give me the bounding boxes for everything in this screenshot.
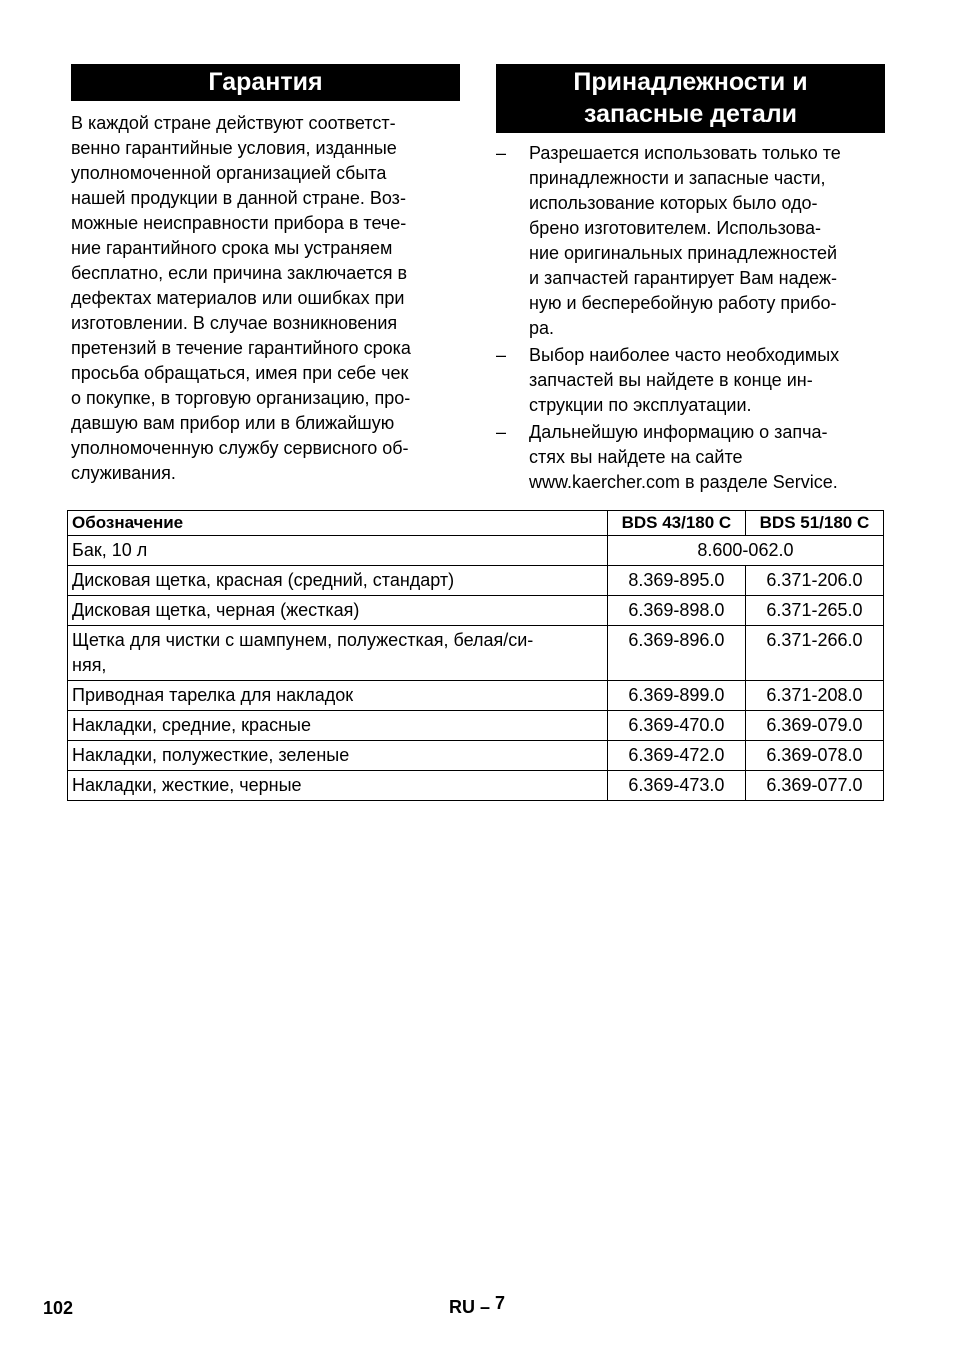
part-number: 6.369-473.0 <box>607 771 745 801</box>
dash-marker: – <box>496 345 507 365</box>
page-number: 102 <box>43 1298 74 1318</box>
accessories-section <box>496 64 885 497</box>
warranty-line: изготовлении. В случае возникновения <box>71 313 398 333</box>
table-header-row <box>68 511 884 536</box>
warranty-line: венно гарантийные условия, изданные <box>71 138 397 158</box>
bullet-line: Выбор наиболее часто необходимых <box>529 345 840 365</box>
part-number: 6.371-208.0 <box>745 681 883 711</box>
warranty-line: бесплатно, если причина заключается в <box>71 263 408 283</box>
part-number: 6.369-470.0 <box>607 711 745 741</box>
part-number: 6.369-896.0 <box>607 626 745 681</box>
warranty-line: можные неисправности прибора в тече- <box>71 213 407 233</box>
warranty-line: претензий в течение гарантийного срока <box>71 338 411 358</box>
bullet-line: и запчастей гарантирует Вам надеж- <box>529 268 837 288</box>
bullet-line: использование которых было одо- <box>529 193 818 213</box>
bullet-line: ную и бесперебойную работу прибо- <box>529 293 837 313</box>
table-row <box>68 536 884 566</box>
bullet-line: струкции по эксплуатации. <box>529 395 752 415</box>
list-item <box>496 343 885 418</box>
part-number: 6.369-079.0 <box>745 711 883 741</box>
part-number: 8.369-895.0 <box>607 566 745 596</box>
part-name: Приводная тарелка для накладок <box>68 681 608 711</box>
warranty-text <box>71 111 460 486</box>
part-number: 6.369-899.0 <box>607 681 745 711</box>
table-row <box>68 596 884 626</box>
warranty-line: давшую вам прибор или в ближайшую <box>71 413 395 433</box>
part-name: Дисковая щетка, красная (средний, стандарт) <box>68 566 608 596</box>
column-header-model-2: BDS 51/180 C <box>745 511 883 536</box>
dash-marker: – <box>496 143 507 163</box>
warranty-line: уполномоченной организацией сбыта <box>71 163 387 183</box>
warranty-line: нашей продукции в данной стране. Воз- <box>71 188 406 208</box>
part-number: 6.369-078.0 <box>745 741 883 771</box>
bullet-line: www.kaercher.com в разделе Service. <box>529 472 838 492</box>
warranty-line: служивания. <box>71 463 176 483</box>
warranty-section <box>71 64 460 486</box>
part-number: 6.369-898.0 <box>607 596 745 626</box>
dash-marker: – <box>496 422 507 442</box>
language-page-label <box>449 1293 506 1318</box>
table-row <box>68 626 884 681</box>
bullet-line: ние оригинальных принадлежностей <box>529 243 838 263</box>
part-number: 6.371-206.0 <box>745 566 883 596</box>
table-row <box>68 771 884 801</box>
part-name: Накладки, средние, красные <box>68 711 608 741</box>
part-name: Дисковая щетка, черная (жесткая) <box>68 596 608 626</box>
bullet-line: запчастей вы найдете в конце ин- <box>529 370 813 390</box>
warranty-line: о покупке, в торговую организацию, про- <box>71 388 411 408</box>
bullet-line: Разрешается использовать только те <box>529 143 841 163</box>
part-number: 6.369-472.0 <box>607 741 745 771</box>
part-name <box>68 626 608 681</box>
language-page-number: 7 <box>495 1293 506 1313</box>
warranty-line: уполномоченную службу сервисного об- <box>71 438 409 458</box>
accessories-heading <box>496 64 885 133</box>
bullet-line: брено изготовителем. Использова- <box>529 218 821 238</box>
bullet-line: стях вы найдете на сайте <box>529 447 743 467</box>
accessories-heading-line: Принадлежности и <box>573 68 808 96</box>
warranty-line: просьба обращаться, имея при себе чек <box>71 363 409 383</box>
part-name: Накладки, жесткие, черные <box>68 771 608 801</box>
column-header-model-1: BDS 43/180 C <box>607 511 745 536</box>
table-row <box>68 566 884 596</box>
list-item <box>496 420 885 495</box>
list-item <box>496 141 885 341</box>
warranty-line: ние гарантийного срока мы устраняем <box>71 238 393 258</box>
accessories-heading-line: запасные детали <box>583 100 798 128</box>
bullet-line: Дальнейшую информацию о запча- <box>529 422 828 442</box>
column-header-designation: Обозначение <box>68 511 608 536</box>
warranty-heading: Гарантия <box>71 64 460 101</box>
table-row <box>68 711 884 741</box>
accessories-list <box>496 141 885 495</box>
part-number: 8.600-062.0 <box>607 536 883 566</box>
parts-table <box>67 510 884 801</box>
part-number: 6.369-077.0 <box>745 771 883 801</box>
part-number: 6.371-266.0 <box>745 626 883 681</box>
part-name-line: няя, <box>72 655 107 675</box>
bullet-line: ра. <box>529 318 555 338</box>
language-label: RU – <box>449 1297 491 1317</box>
bullet-line: принадлежности и запасные части, <box>529 168 826 188</box>
table-row <box>68 681 884 711</box>
part-number: 6.371-265.0 <box>745 596 883 626</box>
part-name: Бак, 10 л <box>68 536 608 566</box>
warranty-line: В каждой стране действуют соответст- <box>71 113 396 133</box>
part-name-line: Щетка для чистки с шампунем, полужесткая, белая/си- <box>72 630 534 650</box>
table-row <box>68 741 884 771</box>
part-name: Накладки, полужесткие, зеленые <box>68 741 608 771</box>
warranty-line: дефектах материалов или ошибках при <box>71 288 405 308</box>
